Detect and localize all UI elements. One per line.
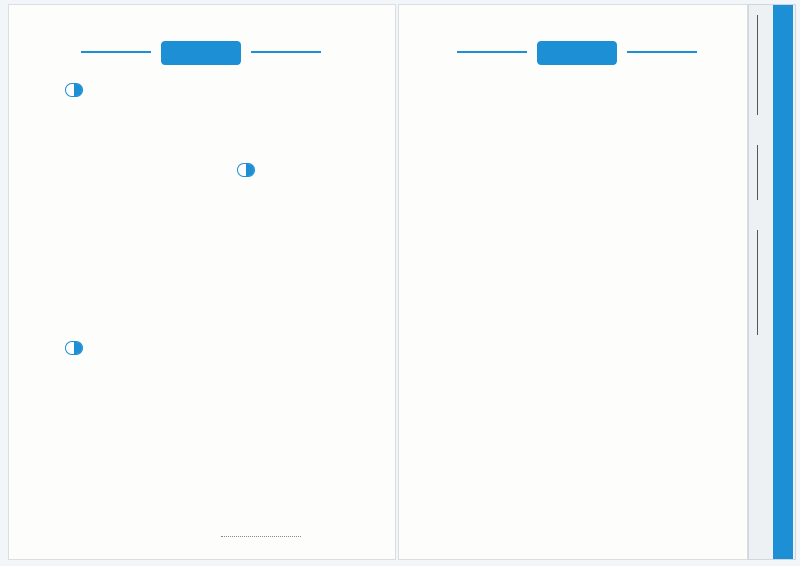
sync-tag-a [66, 84, 74, 96]
spine-line-1 [757, 15, 758, 115]
spine-line-3 [757, 230, 758, 335]
spine-band [773, 5, 793, 560]
spine [748, 4, 796, 560]
toc-page [8, 4, 396, 560]
final-tag [237, 163, 255, 177]
topic-tag [65, 341, 83, 355]
sync-tag-b [74, 84, 82, 96]
topic-tag-b [74, 342, 82, 354]
spine-line-2 [757, 145, 758, 200]
index-title [537, 41, 617, 65]
final-tag-a [238, 164, 246, 176]
answer-dots [221, 536, 301, 537]
toc-title [161, 41, 241, 65]
answer-entry[interactable] [221, 531, 301, 539]
sync-tag [65, 83, 83, 97]
index-page [398, 4, 748, 560]
topic-tag-a [66, 342, 74, 354]
final-tag-b [246, 164, 254, 176]
